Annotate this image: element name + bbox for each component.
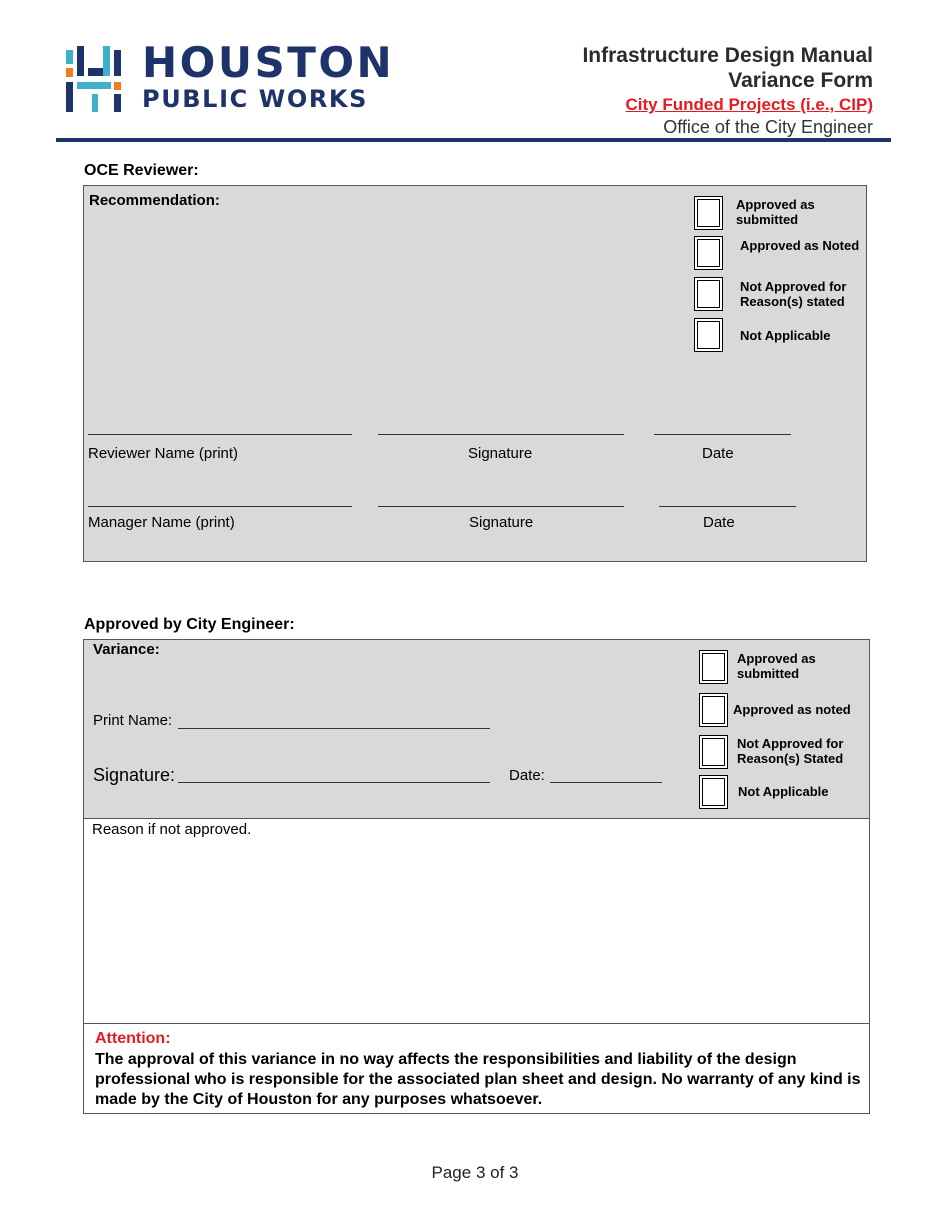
city-engineer-heading: Approved by City Engineer: [84, 616, 295, 633]
attention-heading: Attention: [95, 1030, 171, 1047]
engineer-date-label: Date: [509, 767, 545, 784]
recommendation-label: Recommendation: [89, 192, 220, 209]
reviewer-signature-label: Signature [468, 445, 533, 462]
ce-not-applicable-label: Not Applicable [738, 784, 829, 799]
reviewer-date-label: Date [702, 445, 734, 462]
manager-date-line[interactable] [659, 506, 796, 507]
header-divider [56, 138, 891, 142]
manager-date-label: Date [703, 514, 735, 531]
manual-title: Infrastructure Design Manual [582, 44, 873, 67]
reason-text-area[interactable] [90, 842, 864, 1017]
oce-approved-submitted-checkbox[interactable] [694, 196, 723, 230]
houston-logo-mark [66, 46, 126, 114]
reviewer-signature-line[interactable] [378, 434, 624, 435]
attention-text: The approval of this variance in no way affects the responsibilities and liability of the design professional who is responsible for the associated plan sheet and design. No warranty of any kind is made by the City of Houston for any purposes whatsoever. [95, 1051, 861, 1108]
reviewer-date-line[interactable] [654, 434, 791, 435]
variance-label: Variance: [93, 641, 160, 658]
oce-not-applicable-checkbox[interactable] [694, 318, 723, 352]
office-name: Office of the City Engineer [663, 117, 873, 137]
engineer-signature-line[interactable] [178, 782, 490, 783]
ce-approved-noted-checkbox[interactable] [699, 693, 728, 727]
manager-name-label: Manager Name (print) [88, 514, 235, 531]
oce-approved-submitted-label: Approved as submitted [736, 197, 815, 227]
project-type: City Funded Projects (i.e., CIP) [625, 95, 873, 114]
ce-not-approved-label: Not Approved for Reason(s) Stated [737, 736, 844, 766]
engineer-signature-label: Signature: [93, 765, 176, 785]
form-title: Variance Form [728, 69, 873, 92]
page-number: Page 3 of 3 [431, 1163, 519, 1182]
oce-not-approved-label: Not Approved for Reason(s) stated [740, 279, 847, 309]
ce-not-approved-checkbox[interactable] [699, 735, 728, 769]
oce-not-applicable-label: Not Applicable [740, 328, 831, 343]
manager-name-line[interactable] [88, 506, 352, 507]
print-name-line[interactable] [178, 728, 490, 729]
oce-reviewer-heading: OCE Reviewer: [84, 162, 199, 179]
ce-not-applicable-checkbox[interactable] [699, 775, 728, 809]
logo-wordmark-public-works: PUBLIC WORKS [142, 85, 369, 113]
ce-approved-noted-label: Approved as noted [733, 702, 851, 717]
oce-not-approved-checkbox[interactable] [694, 277, 723, 311]
ce-approved-submitted-label: Approved as submitted [737, 651, 816, 681]
oce-approved-noted-checkbox[interactable] [694, 236, 723, 270]
attention-divider [84, 1023, 869, 1024]
manager-signature-line[interactable] [378, 506, 624, 507]
ce-approved-submitted-checkbox[interactable] [699, 650, 728, 684]
oce-approved-noted-label: Approved as Noted [740, 238, 860, 253]
reviewer-name-line[interactable] [88, 434, 352, 435]
reviewer-name-label: Reviewer Name (print) [88, 445, 239, 462]
manager-signature-label: Signature [469, 514, 534, 531]
engineer-date-line[interactable] [550, 782, 662, 783]
logo-wordmark-houston: HOUSTON [142, 38, 395, 87]
reason-label: Reason if not approved. [92, 821, 252, 838]
print-name-label: Print Name: [93, 712, 173, 729]
